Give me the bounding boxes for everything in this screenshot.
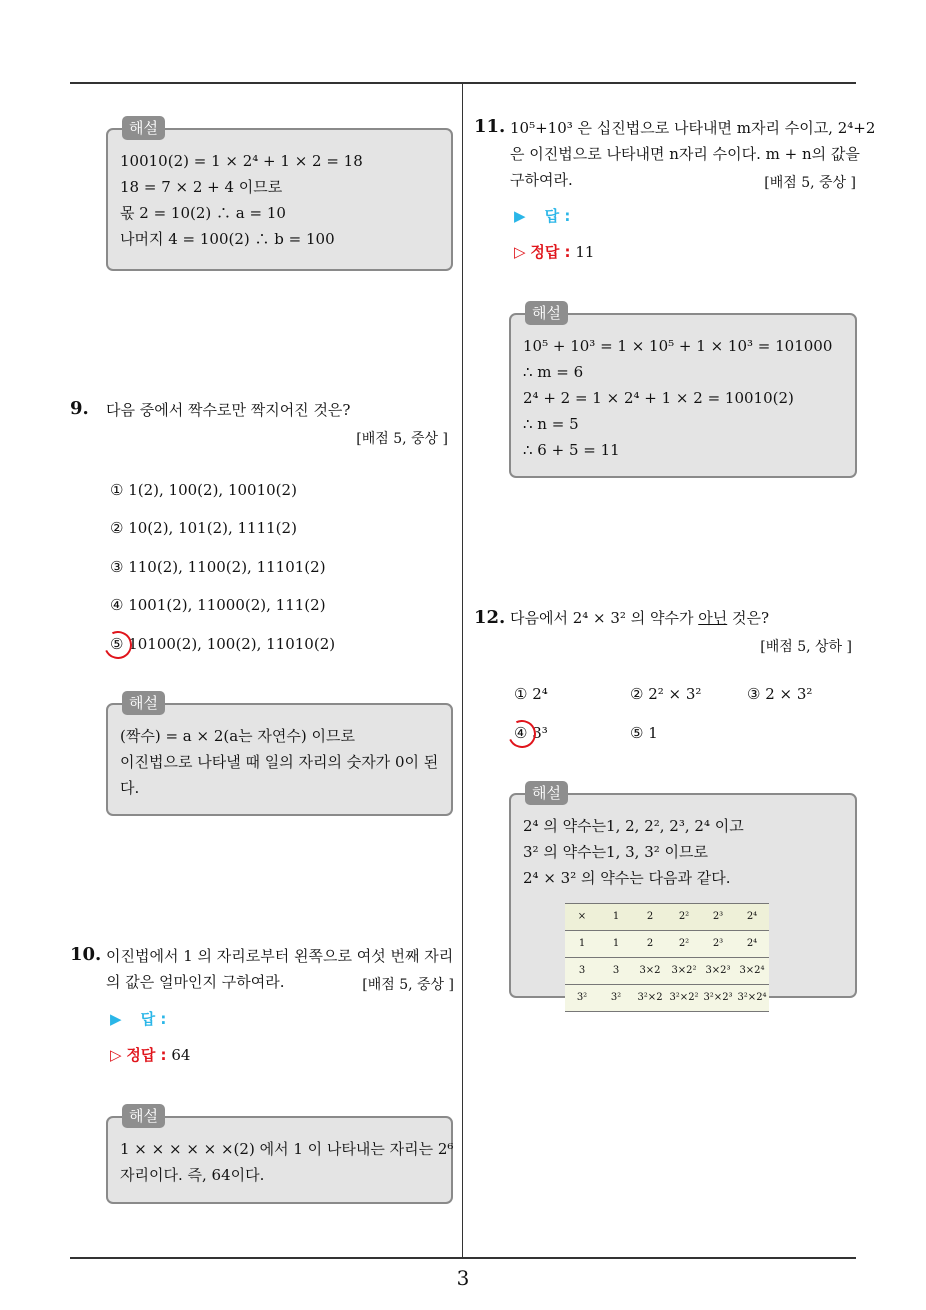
table-cell: 2² <box>667 904 701 931</box>
table-cell: 3×2² <box>667 958 701 985</box>
answer-mark <box>100 627 136 663</box>
solution-tag: 해설 <box>122 116 165 140</box>
question-text: 다음 중에서 짝수로만 짝지어진 것은? <box>106 401 351 419</box>
play-icon: ▶ <box>110 1010 122 1028</box>
solution-line: 10⁵ + 10³ = 1 × 10⁵ + 1 × 10³ = 101000 <box>523 337 833 355</box>
answer-label: 답 : <box>544 207 571 225</box>
table-cell: 3²×2² <box>667 985 701 1012</box>
table-cell: 3²×2⁴ <box>735 985 769 1012</box>
solution-line: 이진법으로 나타낼 때 일의 자리의 숫자가 0이 된 <box>120 753 439 771</box>
table-row <box>565 904 769 931</box>
solution-tag: 해설 <box>525 301 568 325</box>
answer-field[interactable] <box>110 1008 166 1029</box>
correct-value: 11 <box>575 243 595 261</box>
table-cell: 3 <box>565 958 599 985</box>
play-icon: ▶ <box>514 207 526 225</box>
question-number: 10. <box>70 944 102 965</box>
correct-answer <box>514 241 594 262</box>
solution-line: 다. <box>120 779 140 797</box>
question-meta: [배점 5, 중상 ] <box>356 431 448 447</box>
table-cell: 2³ <box>701 931 735 958</box>
divisor-table <box>565 903 769 1012</box>
choice-3[interactable]: ③ 110(2), 1100(2), 11101(2) <box>110 558 326 576</box>
correct-value: 64 <box>171 1046 191 1064</box>
solution-line: 3² 의 약수는1, 3, 3² 이므로 <box>523 843 709 861</box>
table-cell: 1 <box>599 904 633 931</box>
solution-line: 몫 2 = 10(2) ∴ a = 10 <box>120 204 286 222</box>
table-cell: 2³ <box>701 904 735 931</box>
table-cell: 3²×2 <box>633 985 667 1012</box>
page-number: 3 <box>456 1266 470 1290</box>
solution-line: ∴ n = 5 <box>523 415 579 433</box>
triangle-outline-icon: ▷ <box>514 243 526 261</box>
table-cell: 2² <box>667 931 701 958</box>
table-cell: 2⁴ <box>735 931 769 958</box>
table-cell: 3²×2³ <box>701 985 735 1012</box>
question-number: 12. <box>474 607 506 628</box>
top-rule <box>70 82 856 84</box>
bottom-rule <box>70 1257 856 1259</box>
question-text-pre: 다음에서 2⁴ × 3² 의 약수가 <box>510 609 699 627</box>
solution-tag: 해설 <box>122 691 165 715</box>
q12-solution-box <box>509 784 857 1003</box>
solution-line: 2⁴ + 2 = 1 × 2⁴ + 1 × 2 = 10010(2) <box>523 389 794 407</box>
choice-5[interactable]: ⑤ 1 <box>630 724 658 742</box>
solution-line: ∴ 6 + 5 = 11 <box>523 441 620 459</box>
q9-solution-box <box>106 694 453 816</box>
answer-label: 답 : <box>140 1010 167 1028</box>
correct-label: 정답 : <box>530 243 571 261</box>
q8-solution-box <box>106 119 453 271</box>
question-text-post: 것은? <box>727 609 769 627</box>
solution-line: 2⁴ × 3² 의 약수는 다음과 같다. <box>523 869 731 887</box>
answer-mark <box>504 716 540 752</box>
correct-answer <box>110 1044 190 1065</box>
question-meta: [배점 5, 중상 ] <box>362 977 454 993</box>
table-row <box>565 958 769 985</box>
solution-line: 10010(2) = 1 × 2⁴ + 1 × 2 = 18 <box>120 152 363 170</box>
table-cell: 2⁴ <box>735 904 769 931</box>
table-cell: 3×2³ <box>701 958 735 985</box>
question-number: 9. <box>70 398 89 419</box>
solution-line: (짝수) = a × 2(a는 자연수) 이므로 <box>120 727 355 745</box>
table-cell: 3×2 <box>633 958 667 985</box>
question-line: 이진법에서 1 의 자리로부터 왼쪽으로 여섯 번째 자리 <box>106 947 454 965</box>
correct-label: 정답 : <box>126 1046 167 1064</box>
question-line: 10⁵+10³ 은 십진법으로 나타내면 m자리 수이고, 2⁴+2 <box>510 119 876 137</box>
solution-line: 18 = 7 × 2 + 4 이므로 <box>120 178 283 196</box>
solution-tag: 해설 <box>122 1104 165 1128</box>
table-cell: 3×2⁴ <box>735 958 769 985</box>
choice-4[interactable]: ④ 3³ <box>514 724 548 742</box>
choice-3[interactable]: ③ 2 × 3² <box>747 685 813 703</box>
question-line: 의 값은 얼마인지 구하여라. <box>106 973 285 991</box>
table-row <box>565 985 769 1012</box>
choice-4[interactable]: ④ 1001(2), 11000(2), 111(2) <box>110 596 326 614</box>
table-cell: 1 <box>599 931 633 958</box>
question-text-underlined: 아닌 <box>698 609 728 627</box>
solution-line: 1 × × × × × ×(2) 에서 1 이 나타내는 자리는 2⁶ <box>120 1140 454 1158</box>
question-number: 11. <box>474 116 506 137</box>
solution-line: 나머지 4 = 100(2) ∴ b = 100 <box>120 230 335 248</box>
table-row <box>565 931 769 958</box>
choice-1[interactable]: ① 2⁴ <box>514 685 548 703</box>
table-cell: 3² <box>565 985 599 1012</box>
question-line: 은 이진법으로 나타내면 n자리 수이다. m + n의 값을 <box>510 145 860 163</box>
answer-field[interactable] <box>514 205 570 226</box>
table-cell: 2 <box>633 904 667 931</box>
question-line: 구하여라. <box>510 171 573 189</box>
question-meta: [배점 5, 중상 ] <box>764 175 856 191</box>
q11-solution-box <box>509 304 857 478</box>
solution-line: ∴ m = 6 <box>523 363 584 381</box>
table-cell: 3² <box>599 985 633 1012</box>
table-cell: 3 <box>599 958 633 985</box>
choice-2[interactable]: ② 10(2), 101(2), 1111(2) <box>110 519 297 537</box>
table-cell: 2 <box>633 931 667 958</box>
choice-5[interactable]: ⑤ 10100(2), 100(2), 11010(2) <box>110 635 336 653</box>
table-cell: 1 <box>565 931 599 958</box>
solution-line: 2⁴ 의 약수는1, 2, 2², 2³, 2⁴ 이고 <box>523 817 744 835</box>
choice-1[interactable]: ① 1(2), 100(2), 10010(2) <box>110 481 297 499</box>
question-meta: [배점 5, 상하 ] <box>760 639 852 655</box>
table-cell: × <box>565 904 599 931</box>
column-divider <box>462 84 463 1257</box>
solution-tag: 해설 <box>525 781 568 805</box>
triangle-outline-icon: ▷ <box>110 1046 122 1064</box>
choice-2[interactable]: ② 2² × 3² <box>630 685 702 703</box>
solution-line: 자리이다. 즉, 64이다. <box>120 1166 265 1184</box>
question-text <box>510 605 769 631</box>
q10-solution-box <box>106 1107 454 1204</box>
